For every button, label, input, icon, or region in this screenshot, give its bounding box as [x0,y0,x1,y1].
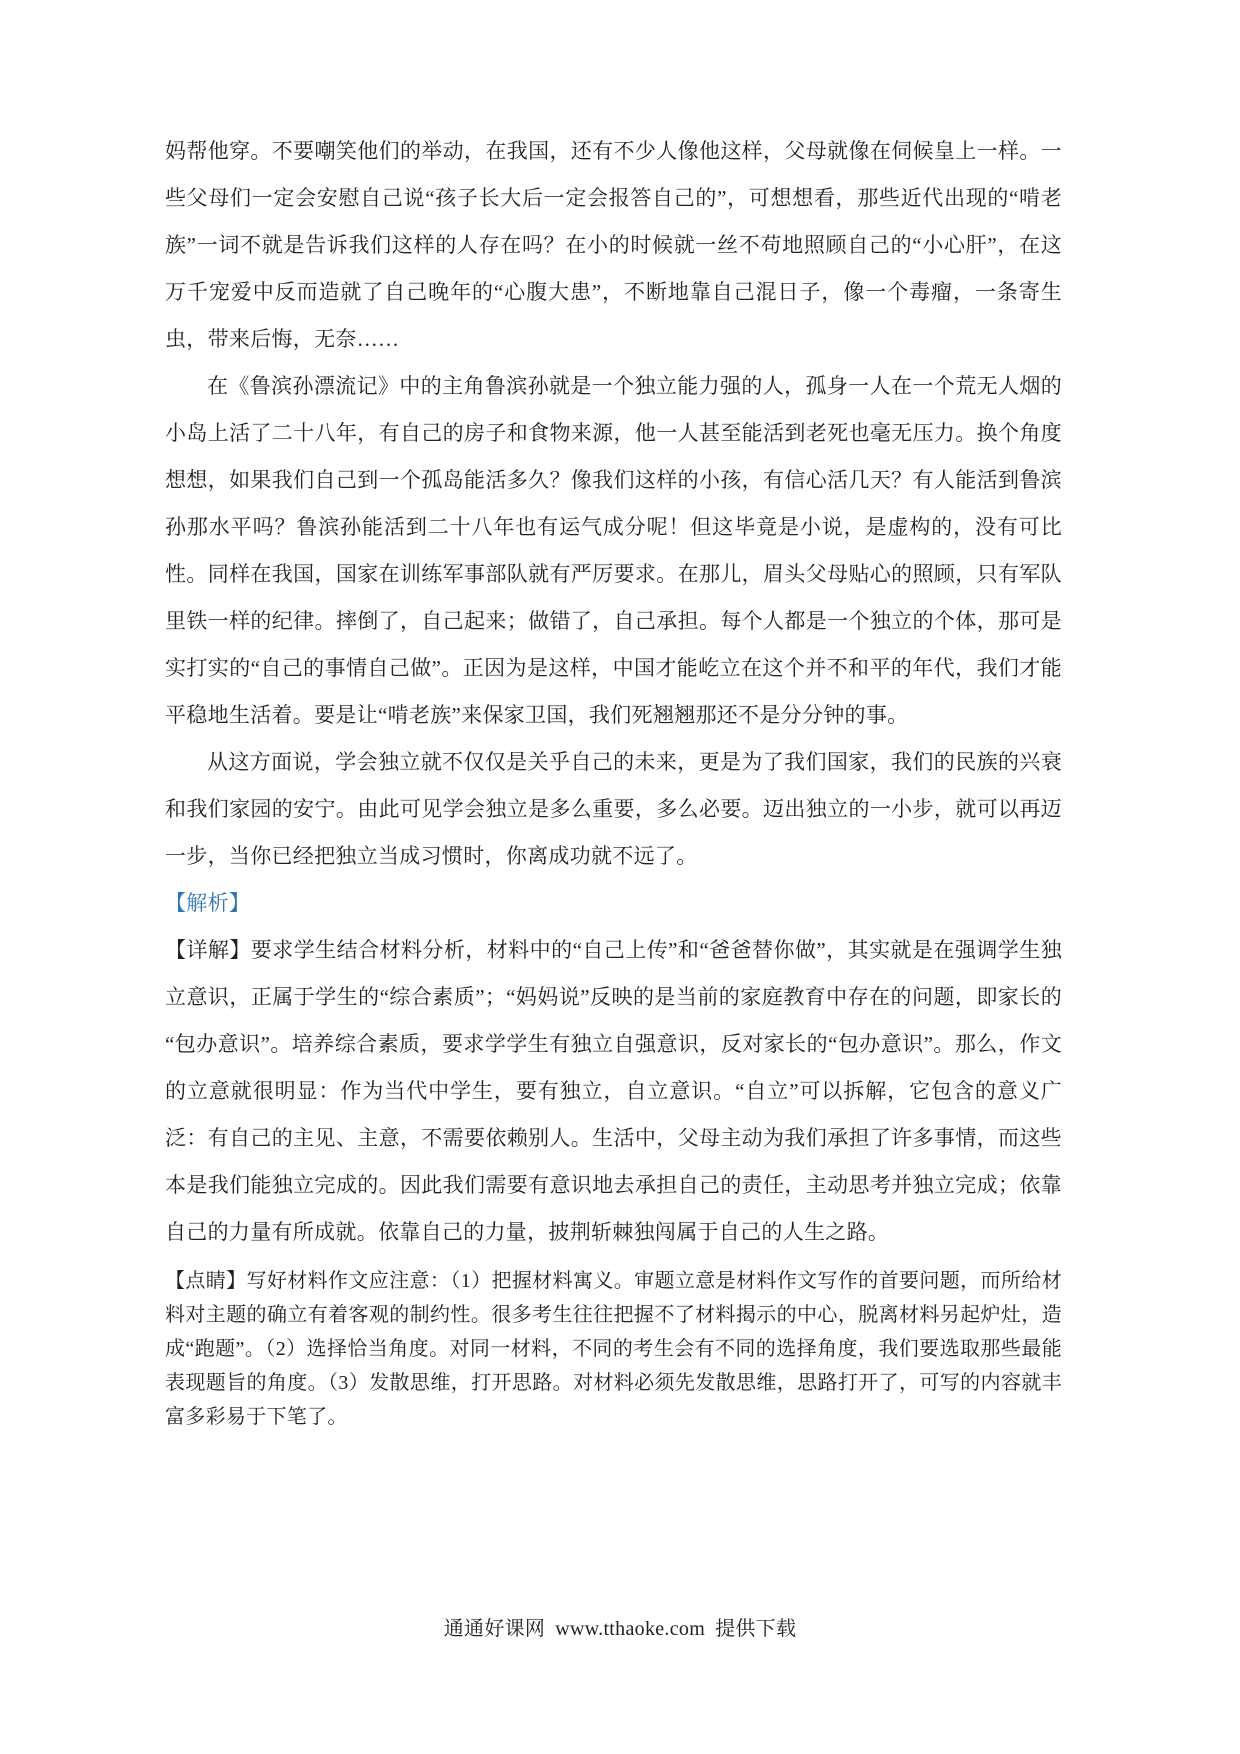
document-body [165,128,1062,1434]
analysis-section-label: 【解析】 [165,891,251,915]
page-footer [0,1612,1240,1641]
footer-site-name: 通通好课网 [443,1618,546,1640]
key-pointer-paragraph: 【点睛】写好材料作文应注意：（1）把握材料寓义。审题立意是材料作文写作的首要问题，而所给材料对主题的确立有着客观的制约性。很多考生往往把握不了材料揭示的中心，脱离材料另起炉灶，造成“跑题”。（2）选择恰当角度。对同一材料，不同的考生会有不同的选择角度，我们要选取那些最能表现题旨的角度。（3）发散思维，打开思路。对材料必须先发散思维，思路打开了，可写的内容就丰富多彩易于下笔了。 [165,1270,1062,1428]
essay-paragraph-robinson: 在《鲁滨孙漂流记》中的主角鲁滨孙就是一个独立能力强的人，孤身一人在一个荒无人烟的小岛上活了二十八年，有自己的房子和食物来源，他一人甚至能活到老死也毫无压力。换个角度想想，如果我们自己到一个孤岛能活多久？像我们这样的小孩，有信心活几天？有人能活到鲁滨孙那水平吗？鲁滨孙能活到二十八年也有运气成分呢！但这毕竟是小说，是虚构的，没有可比性。同样在我国，国家在训练军事部队就有严厉要求。在那儿，眉头父母贴心的照顾，只有军队里铁一样的纪律。摔倒了，自己起来；做错了，自己承担。每个人都是一个独立的个体，那可是实打实的“自己的事情自己做”。正因为是这样，中国才能屹立在这个并不和平的年代，我们才能平稳地生活着。要是让“啃老族”来保家卫国，我们死翘翘那还不是分分钟的事。 [165,374,1062,727]
essay-paragraph-continuation: 妈帮他穿。不要嘲笑他们的举动，在我国，还有不少人像他这样，父母就像在伺候皇上一样。一些父母们一定会安慰自己说“孩子长大后一定会报答自己的”，可想想看，那些近代出现的“啃老族”一词不就是告诉我们这样的人存在吗？在小的时候就一丝不苟地照顾自己的“小心肝”，在这万千宠爱中反而造就了自己晚年的“心腹大患”，不断地靠自己混日子，像一个毒瘤，一条寄生虫，带来后悔，无奈…… [165,139,1062,351]
footer-download-note: 提供下载 [715,1618,797,1640]
essay-paragraph-conclusion: 从这方面说，学会独立就不仅仅是关乎自己的未来，更是为了我们国家，我们的民族的兴衰和我们家园的安宁。由此可见学会独立是多么重要，多么必要。迈出独立的一小步，就可以再迈一步，当你已经把独立当成习惯时，你离成功就不远了。 [165,750,1062,868]
footer-site-url: www.tthaoke.com [555,1618,706,1640]
detail-explanation-paragraph: 【详解】要求学生结合材料分析，材料中的“自己上传”和“爸爸替你做”，其实就是在强调学生独立意识，正属于学生的“综合素质”；“妈妈说”反映的是当前的家庭教育中存在的问题，即家长的“包办意识”。培养综合素质，要求学学生有独立自强意识，反对家长的“包办意识”。那么，作文的立意就很明显：作为当代中学生，要有独立，自立意识。“自立”可以拆解，它包含的意义广泛：有自己的主见、主意，不需要依赖别人。生活中，父母主动为我们承担了许多事情，而这些本是我们能独立完成的。因此我们需要有意识地去承担自己的责任，主动思考并独立完成；依靠自己的力量有所成就。依靠自己的力量，披荆斩棘独闯属于自己的人生之路。 [165,938,1062,1244]
